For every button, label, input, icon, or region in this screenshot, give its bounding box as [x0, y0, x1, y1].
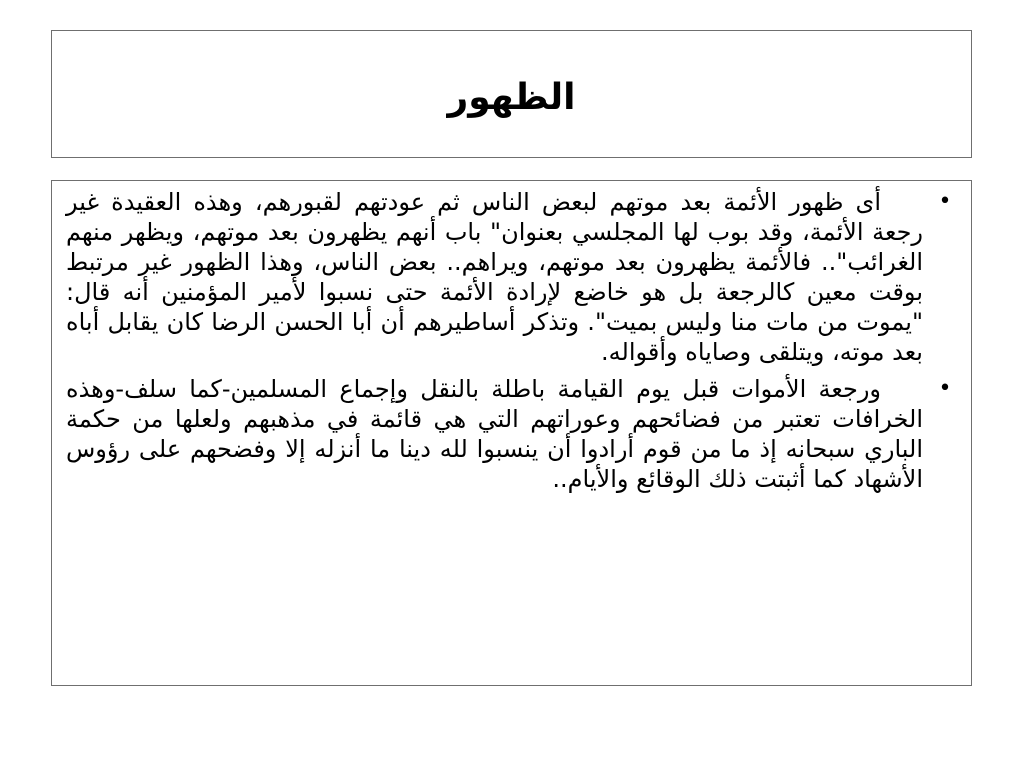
bullet-text-1: أى ظهور الأئمة بعد موتهم لبعض الناس ثم عودتهم لقبورهم، وهذه العقيدة غير رجعة الأئمة، وقد بوب لها المجلسي بعنوان" باب أنهم يظهرون بعد موتهم، ويظهر منهم الغرائب".. فالأئمة يظهرون بعد موتهم، ويراهم.. بعض الناس، وهذا الظهور غير مرتبط بوقت معين كالرجعة بل هو خاضع لإرادة الأئمة حتى نسبوا لأمير المؤمنين أنه قال: "يموت من مات منا وليس بميت". وتذكر أساطيرهم أن أبا الحسن الرضا كان يقابل أباه بعد موته، ويتلقى وصاياه وأقواله. — [66, 188, 923, 366]
bullet-list — [66, 187, 955, 494]
bullet-text-2: ورجعة الأموات قبل يوم القيامة باطلة بالنقل وإجماع المسلمين-كما سلف-وهذه الخرافات تعتبر من فضائحهم وعوراتهم التي هي قائمة في مذهبهم ولعلها من حكمة الباري سبحانه إذ ما من قوم أرادوا أن ينسبوا لله دينا ما أنزله إلا وفضحهم على رؤوس الأشهاد كما أثبتت ذلك الوقائع والأيام.. — [66, 375, 923, 493]
slide-title: الظهور — [447, 76, 576, 118]
bullet-item-2 — [66, 374, 955, 494]
title-frame — [51, 30, 972, 158]
bullet-item-1 — [66, 187, 955, 367]
content-frame — [51, 180, 972, 686]
bullet-icon: • — [938, 189, 952, 214]
bullet-icon: • — [938, 376, 952, 401]
